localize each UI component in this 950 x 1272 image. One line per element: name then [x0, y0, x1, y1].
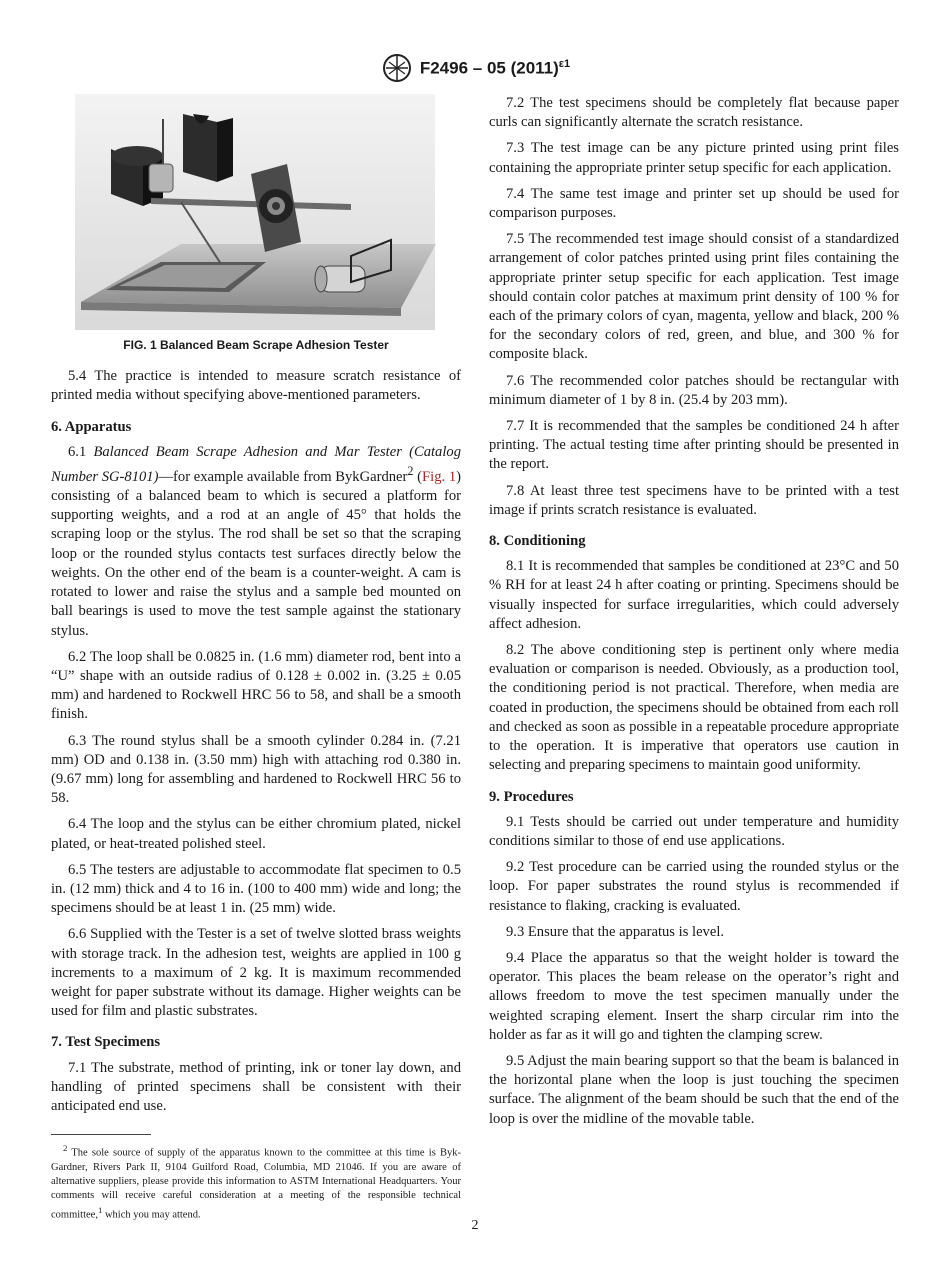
paragraph-7-1: 7.1 The substrate, method of printing, ink or toner lay down, and handling of printed specimens shall be consistent with their anticipated end use.: [51, 1059, 461, 1114]
figure-1-link[interactable]: Fig. 1: [422, 468, 457, 485]
astm-logo-icon: [380, 53, 414, 83]
paragraph-9-3: 9.3 Ensure that the apparatus is level.: [506, 923, 725, 940]
footnote-divider: [51, 1134, 151, 1135]
paragraph-5-4: 5.4 The practice is intended to measure scratch resistance of printed media without specifying above-mentioned parameters.: [51, 368, 461, 404]
paragraph-7-3: 7.3 The test image can be any picture printed using print files containing the appropriate printer setup specific for each application.: [489, 140, 899, 176]
paragraph-7-7: 7.7 It is recommended that the samples be conditioned 24 h after printing. The actual testing time after printing should be presented in the report.: [489, 418, 899, 473]
paragraph-7-6: 7.6 The recommended color patches should be rectangular with minimum diameter of 1 by 8 in. (25.4 by 203 mm).: [489, 372, 899, 408]
figure-1-photo: [51, 94, 461, 330]
footnote-ref-2: 2: [407, 464, 414, 479]
paragraph-8-1: 8.1 It is recommended that samples be conditioned at 23°C and 50 % RH for at least 24 h after coating or printing. Specimens should be visually inspected for surface irregularities, which could adversely affect adhesion.: [489, 558, 899, 632]
paragraph-7-2: 7.2 The test specimens should be completely flat because paper curls can significantly alternate the scratch resistance.: [489, 95, 899, 131]
footnote-2: $^2$ The sole source of supply of the apparatus known to the committee at this time is Byk-Gardner, Rivers Park II, 9104 Guilford Road, Columbia, MD 21046. If you are aware of alternative suppliers, please provide this information to ASTM International Headquarters. Your comments will receive careful consideration at a meeting of the responsible technical committee,$^1$ which you may attend.: [51, 1143, 461, 1221]
page-number: 2: [471, 1218, 479, 1233]
paragraph-9-1: 9.1 Tests should be carried out under temperature and humidity conditions similar to those of end use applications.: [489, 813, 899, 849]
paragraph-6-6: 6.6 Supplied with the Tester is a set of twelve slotted brass weights with storage track. In the adhesion test, weights are applied in 100 g increments to a maximum of 2 kg. It is maximum recommended weight for paper substrate without its damage. Higher weights can be used for film and plastic substrates.: [51, 926, 461, 1020]
paragraph-7-8: 7.8 At least three test specimens have to be printed with a test image if prints scratch resistance is evaluated.: [489, 482, 899, 518]
paragraph-6-4: 6.4 The loop and the stylus can be either chromium plated, nickel plated, or heat-treated polished steel.: [51, 816, 461, 852]
paragraph-6-1: 6.1 Balanced Beam Scrape Adhesion and Mar Tester (Catalog Number SG-8101)—for example available from BykGardner$^2$ (Fig. 1) consisting of a balanced beam to which is secured a platform for supporting weights, and a rod at an angle of 45° that holds the scraping loop or the stylus. The rod shall be set so that the scraping loop or the rounded stylus contacts test surfaces directly below the weights. On the other end of the beam is a counter-weight. A cam is rotated to lower and raise the stylus and a sample bed mounted on ball bearings is used to move the test sample against the stationary stylus.: [51, 443, 462, 639]
paragraph-8-2: 8.2 The above conditioning step is pertinent only where media evaluation or comparison is needed. Obviously, as a production tool, the conditioning period is not practical. Therefore, when media are coated in production, the specimens should be obtained from each roll and checked as soon as possible in a repeatable procedure appropriate to the operation. It is imperative that operators use caution in selecting and preparing specimens to maintain good uniformity.: [489, 642, 899, 774]
paragraph-7-5: 7.5 The recommended test image should consist of a standardized arrangement of color patches printed using print files containing the appropriate printer setup specific for each application. Test image should contain color patches at maximum print density of 100 % for each of the primary colors of cyan, magenta, yellow and black, 200 % for the secondary colors of red, green, and blue, and 300 % for composite black.: [489, 231, 899, 363]
section-heading-7: 7. Test Specimens: [51, 1034, 161, 1051]
section-heading-9: 9. Procedures: [489, 788, 574, 805]
figure-caption: FIG. 1 Balanced Beam Scrape Adhesion Tester: [123, 338, 389, 352]
paragraph-6-2: 6.2 The loop shall be 0.0825 in. (1.6 mm) diameter rod, bent into a “U” shape with an outside radius of 0.128 ± 0.002 in. (3.25 ± 0.05 mm) and hardened to Rockwell HRC 56 to 58, and shall be a smooth finish.: [51, 648, 461, 723]
left-column: [51, 94, 461, 1222]
paragraph-9-4: 9.4 Place the apparatus so that the weight holder is toward the operator. This places the beam release on the operator’s right and allows freedom to move the test specimen manually under the weighted scraping element. Insert the sharp circular rim into the holder as far as it will go and tighten the clamping screw.: [489, 949, 899, 1043]
section-heading-8: 8. Conditioning: [489, 533, 586, 550]
balanced-beam-tester-illustration: [51, 94, 461, 330]
paragraph-9-2: 9.2 Test procedure can be carried using the rounded stylus or the loop. For paper substrates the round stylus is recommended if resistance to flaking, cracking is evaluated.: [489, 859, 899, 914]
right-column: [489, 94, 899, 1136]
paragraph-9-5: 9.5 Adjust the main bearing support so that the beam is balanced in the horizontal plane when the loop is just touching the specimen surface. The alignment of the beam should be such that the end of the loop is over the midline of the movable table.: [489, 1052, 899, 1127]
document-id-superscript: ε1: [558, 57, 571, 70]
section-heading-6: 6. Apparatus: [51, 418, 132, 435]
page-header: [0, 52, 950, 84]
paragraph-6-3: 6.3 The round stylus shall be a smooth cylinder 0.284 in. (7.21 mm) OD and 0.138 in. (3.50 mm) high with attaching rod 0.380 in. (9.67 mm) long for assembling and hardened to Rockwell HRC 56 to 58.: [51, 732, 461, 807]
document-id: F2496 – 05 $(2011)^{\varepsilon 1}$: [419, 57, 571, 78]
apparatus-name: Balanced Beam Scrape Adhesion and Mar Tester (Catalog Number SG-8101): [51, 443, 461, 485]
paragraph-7-4: 7.4 The same test image and printer set up should be used for comparison purposes.: [489, 185, 899, 222]
paragraph-6-5: 6.5 The testers are adjustable to accommodate flat specimen to 0.5 in. (12 mm) thick and 4 to 16 in. (100 to 400 mm) wide and long; the specimens should be at least 1 in. (25 mm) wide.: [51, 861, 461, 917]
